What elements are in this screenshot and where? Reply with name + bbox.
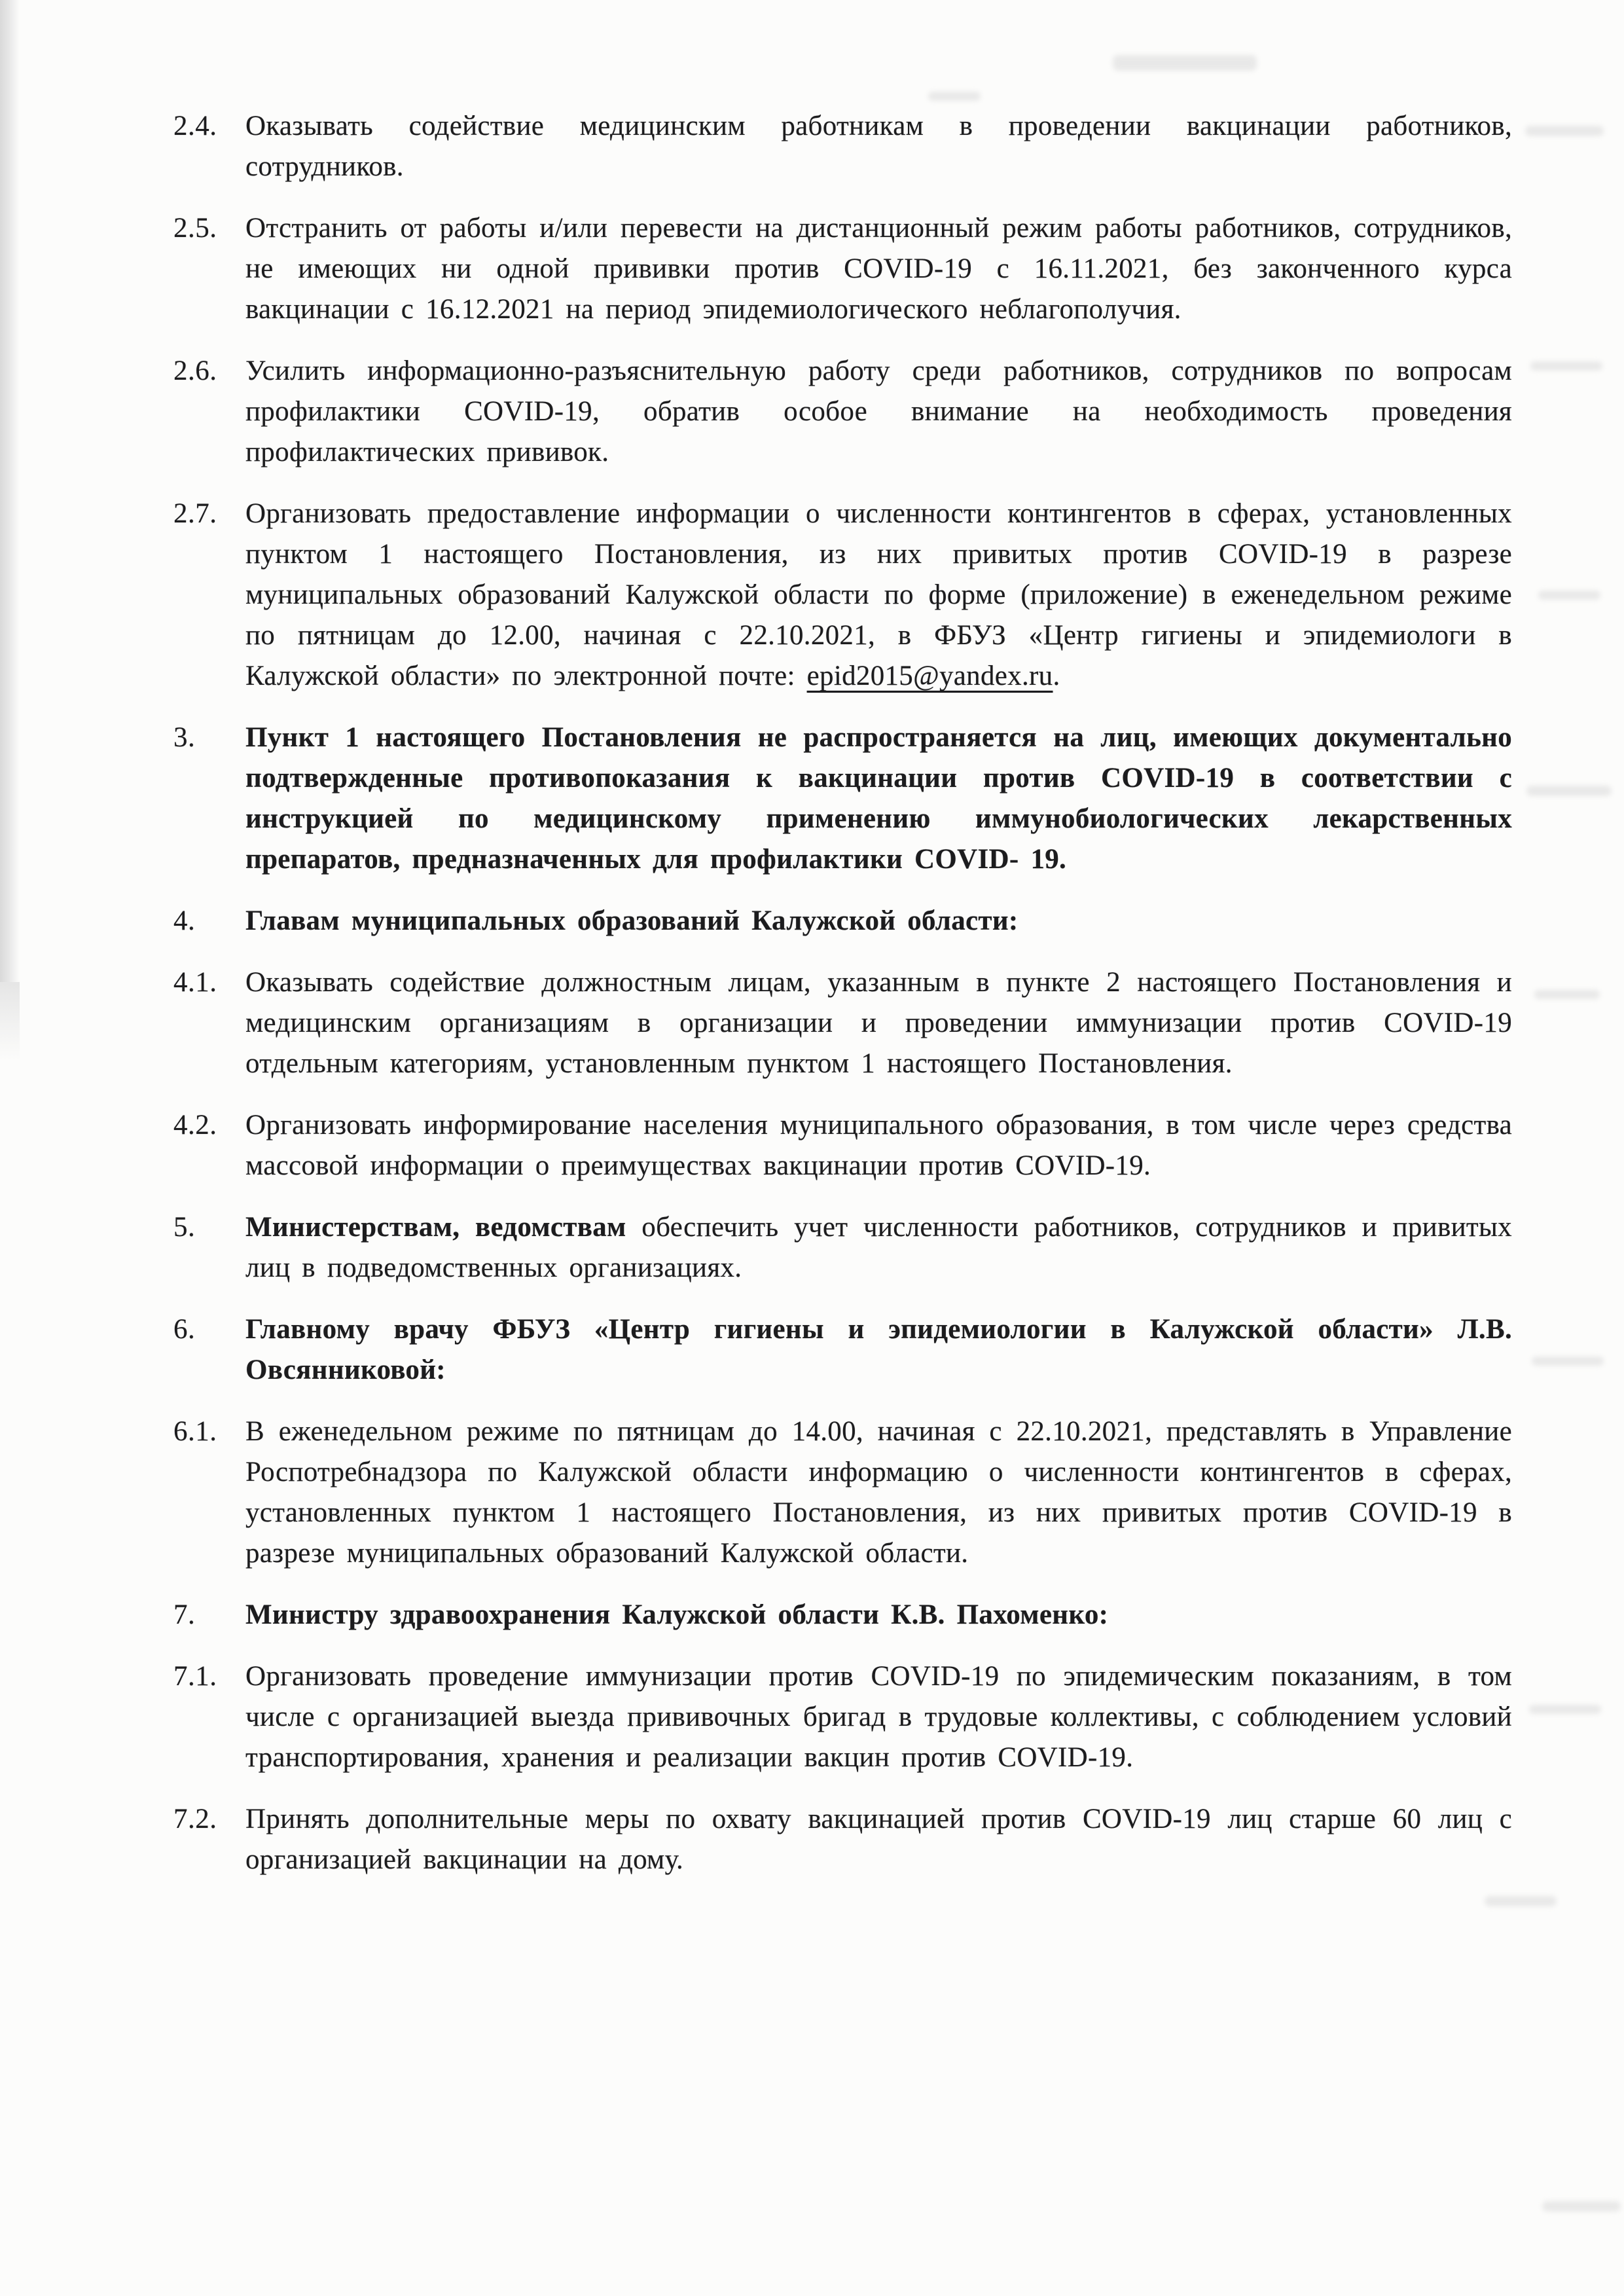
list-item	[173, 1207, 1512, 1288]
item-number: 7.	[173, 1599, 196, 1630]
scan-artifact	[1113, 55, 1257, 71]
item-number: 2.5.	[173, 213, 217, 244]
list-item	[173, 1309, 1512, 1391]
text-segment: Министерствам, ведомствам	[245, 1212, 626, 1243]
item-number: 5.	[173, 1212, 196, 1243]
list-item	[173, 208, 1512, 330]
scan-artifact	[1525, 126, 1604, 136]
scan-artifact	[1534, 990, 1600, 999]
text-segment: обеспечить учет численности работников, сотрудников и привитых лиц в подведомственных организациях.	[245, 1212, 1512, 1283]
text-segment: Оказывать содействие должностным лицам, указанным в пункте 2 настоящего Постановления и медицинским организациям в организации и проведении иммунизации против COVID-19 отдельным категориям, установленным пунктом 1 настоящего Постановления.	[245, 967, 1512, 1079]
item-number: 4.1.	[173, 967, 217, 998]
list-item	[173, 1412, 1512, 1574]
text-segment: Главному врачу ФБУЗ «Центр гигиены и эпидемиологии в Калужской области» Л.В. Овсянниковой:	[245, 1314, 1512, 1385]
item-number: 2.7.	[173, 498, 217, 529]
item-number: 6.1.	[173, 1416, 217, 1447]
item-text	[245, 1207, 1512, 1288]
text-segment: Усилить информационно-разъяснительную работу среди работников, сотрудников по вопросам профилактики COVID-19, обратив особое внимание на необходимость проведения профилактических прививок.	[245, 355, 1512, 467]
item-number: 6.	[173, 1314, 196, 1345]
list-item	[173, 106, 1512, 187]
list-item	[173, 1799, 1512, 1880]
item-text	[245, 1799, 1512, 1880]
item-text	[245, 1105, 1512, 1186]
item-number: 4.2.	[173, 1110, 217, 1140]
text-segment: Отстранить от работы и/или перевести на дистанционный режим работы работников, сотрудников, не имеющих ни одной прививки против COVID-19 с 16.11.2021, без законченного курса вакцинации с 16.12.2021 на период эпидемиологического неблагополучия.	[245, 213, 1512, 325]
item-text	[245, 1595, 1512, 1635]
item-number: 7.2.	[173, 1804, 217, 1834]
text-segment: Оказывать содействие медицинским работникам в проведении вакцинации работников, сотрудников.	[245, 111, 1512, 182]
list-item	[173, 901, 1512, 941]
text-segment: Организовать проведение иммунизации против COVID-19 по эпидемическим показаниям, в том числе с организацией выезда прививочных бригад в трудовые коллективы, с соблюдением условий транспортирования, хранения и реализации вакцин против COVID-19.	[245, 1661, 1513, 1773]
items-list	[173, 106, 1512, 1901]
list-item	[173, 1595, 1512, 1635]
list-item	[173, 351, 1512, 473]
item-number: 4.	[173, 905, 196, 936]
list-item	[173, 718, 1512, 880]
text-segment: Пункт 1 настоящего Постановления не распространяется на лиц, имеющих документально подтвержденные противопоказания к вакцинации против COVID-19 в соответствии с инструкцией по медицинскому применению иммунобиологических лекарственных препаратов, предназначенных для профилактики COVID- 19.	[245, 722, 1512, 875]
email-address: epid2015@yandex.ru	[806, 661, 1053, 691]
item-text	[245, 1309, 1512, 1391]
item-text	[245, 901, 1512, 941]
text-segment: Организовать информирование населения муниципального образования, в том числе через средства массовой информации о преимуществах вакцинации против COVID-19.	[245, 1110, 1512, 1181]
scan-artifact	[1532, 1357, 1604, 1366]
item-text	[245, 106, 1512, 187]
item-number: 2.6.	[173, 355, 217, 386]
text-segment: Принять дополнительные меры по охвату вакцинацией против COVID-19 лиц старше 60 лиц с организацией вакцинации на дому.	[245, 1804, 1512, 1875]
item-text	[245, 351, 1512, 473]
text-segment: В еженедельном режиме по пятницам до 14.00, начиная с 22.10.2021, представлять в Управление Роспотребнадзора по Калужской области информацию о численности контингентов в сферах, установленных пунктом 1 настоящего Постановления, из них привитых против COVID-19 в разрезе муниципальных образований Калужской области.	[245, 1416, 1512, 1569]
scan-artifact	[1530, 361, 1602, 371]
scan-edge-shadow	[0, 0, 20, 982]
scan-artifact	[1542, 2201, 1621, 2212]
scan-artifact	[1538, 591, 1600, 600]
text-segment: Организовать предоставление информации о численности контингентов в сферах, установленных пунктом 1 настоящего Постановления, из них привитых против COVID-19 в разрезе муниципальных образований Калужской области по форме (приложение) в еженедельном режиме по пятницам до 12.00, начиная с 22.10.2021, в ФБУЗ «Центр гигиены и эпидемиологи в Калужской области» по электронной почте:	[245, 498, 1512, 691]
item-text	[245, 494, 1512, 697]
list-item	[173, 1656, 1512, 1778]
scan-artifact	[1526, 786, 1612, 796]
item-number: 2.4.	[173, 111, 217, 141]
item-text	[245, 718, 1512, 880]
item-text	[245, 208, 1512, 330]
list-item	[173, 1105, 1512, 1186]
item-text	[245, 1412, 1512, 1574]
list-item	[173, 494, 1512, 697]
item-number: 3.	[173, 722, 196, 753]
scan-artifact	[1529, 1705, 1601, 1714]
item-text	[245, 1656, 1512, 1778]
item-number: 7.1.	[173, 1661, 217, 1692]
list-item	[173, 962, 1512, 1084]
scan-artifact	[928, 92, 981, 101]
text-segment: Главам муниципальных образований Калужской области:	[245, 905, 1019, 936]
text-segment: Министру здравоохранения Калужской области К.В. Пахоменко:	[245, 1599, 1109, 1630]
text-segment: .	[1053, 661, 1060, 691]
item-text	[245, 962, 1512, 1084]
